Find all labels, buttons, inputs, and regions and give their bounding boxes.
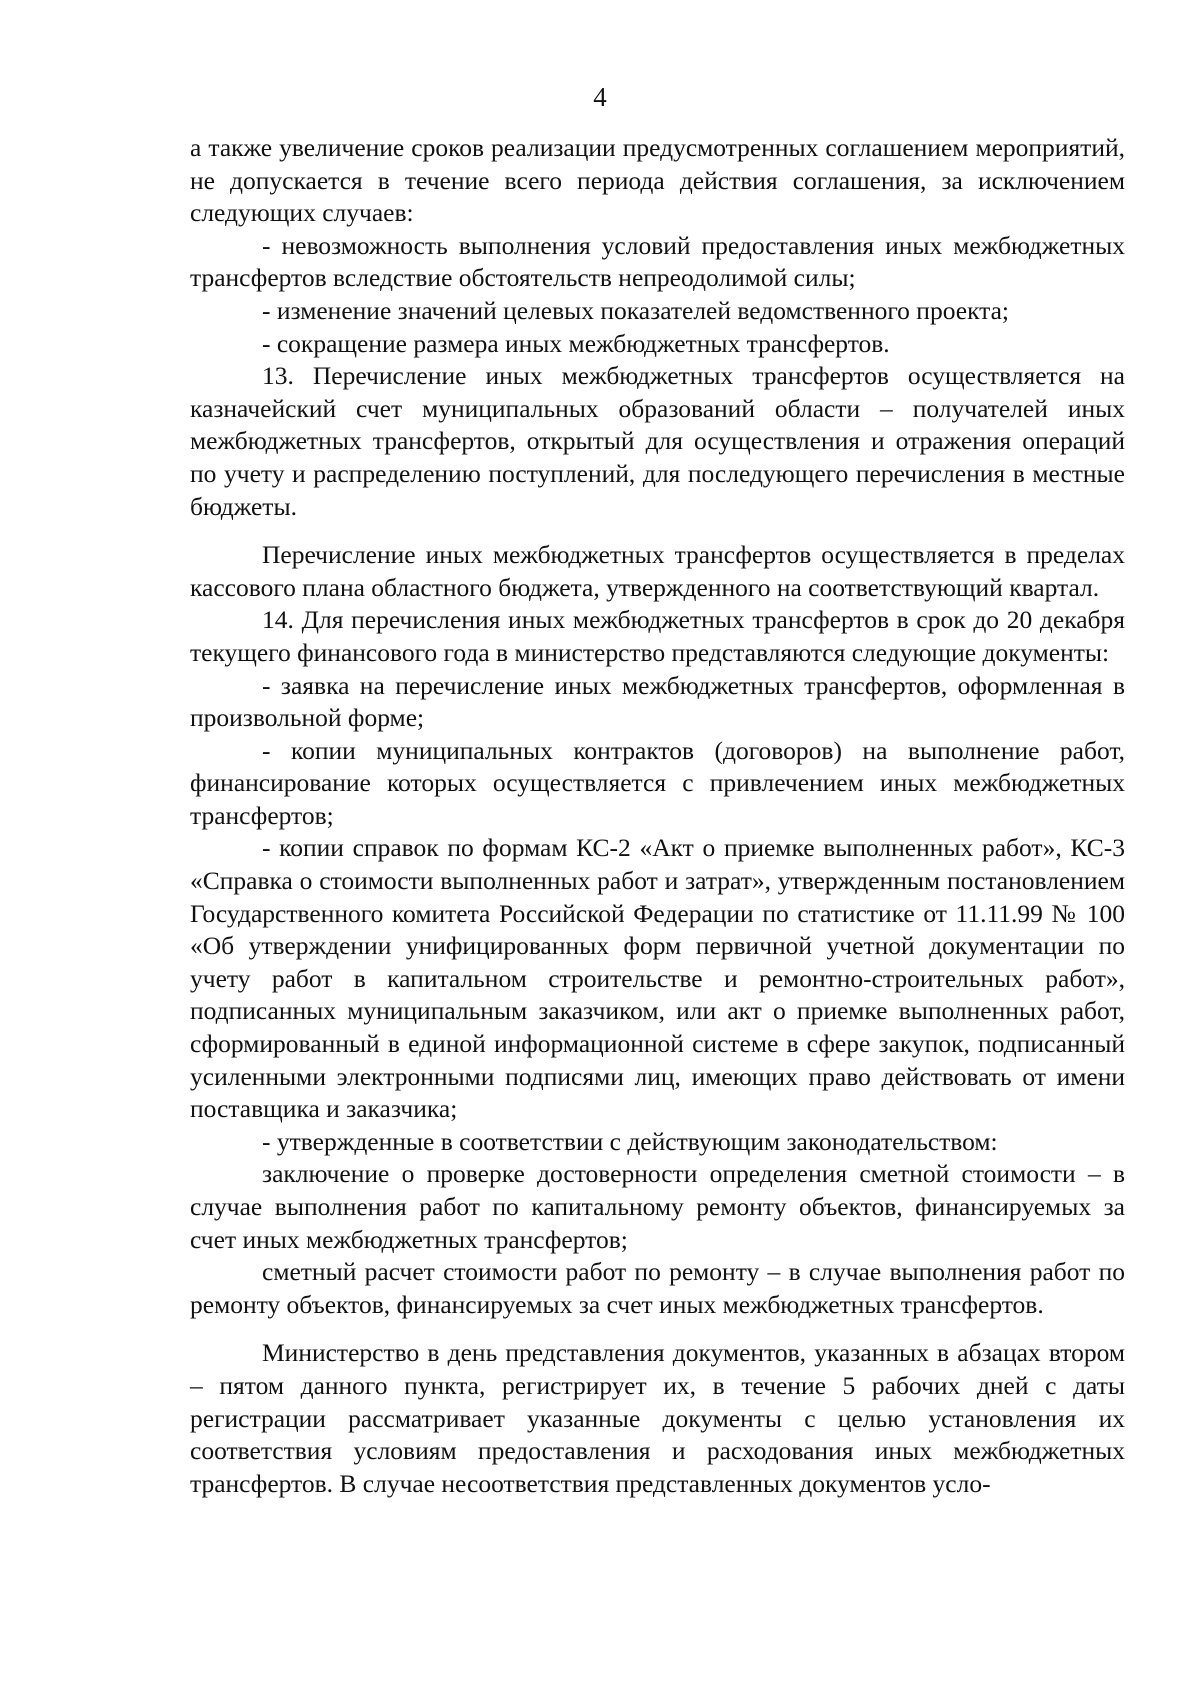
paragraph: - изменение значений целевых показателей ведомственного проекта; [262, 295, 1009, 325]
paragraph: 14. Для перечисления иных межбюджетных трансфертов в срок до 20 декабря текущего финансового года в министерство представляются следующие документы: [190, 605, 1125, 667]
page-number: 4 [593, 82, 607, 112]
paragraph: - копии справок по формам КС-2 «Акт о приемке выполненных работ», КС-3 «Справка о стоимости выполненных работ и затрат», утвержденным постановлением Государственного комитета Российской Федерации по статистике от 11.11.99 № 100 «Об утверждении унифицированных форм первичной учетной документации по учету работ в капитальном строительстве и ремонтно-строительных работ», подписанных муниципальным заказчиком, или акт о приемке выполненных работ, сформированный в единой информационной системе в сфере закупок, подписанный усиленными электронными подписями лиц, имеющих право действовать от имени поставщика и заказчика; [190, 833, 1125, 1124]
paragraph: - утвержденные в соответствии с действующим законодательством: [262, 1126, 998, 1156]
paragraph: Министерство в день представления документов, указанных в абзацах втором – пятом данного пункта, регистрирует их, в течение 5 рабочих дней с даты регистрации рассматривает указанные документы с целью установления их соответствия условиям предоставления и расходования иных межбюджетных трансфертов. В случае несоответствия представленных документов усло- [190, 1338, 1125, 1498]
paragraph: Перечисление иных межбюджетных трансфертов осуществляется в пределах кассового плана областного бюджета, утвержденного на соответствующий квартал. [190, 540, 1125, 602]
paragraph: - сокращение размера иных межбюджетных трансфертов. [262, 328, 890, 358]
paragraph: заключение о проверке достоверности определения сметной стоимости – в случае выполнения работ по капитальному ремонту объектов, финансируемых за счет иных межбюджетных трансфертов; [190, 1159, 1125, 1254]
paragraph: 13. Перечисление иных межбюджетных трансфертов осуществляется на казначейский счет муниципальных образований области – получателей иных межбюджетных трансфертов, открытый для осуществления и отражения операций по учету и распределению поступлений, для последующего перечисления в местные бюджеты. [190, 361, 1125, 521]
paragraph: - невозможность выполнения условий предоставления иных межбюджетных трансфертов вследствие обстоятельств непреодолимой силы; [190, 230, 1125, 293]
document-body [190, 132, 1125, 1500]
paragraph: сметный расчет стоимости работ по ремонту – в случае выполнения работ по ремонту объектов, финансируемых за счет иных межбюджетных трансфертов. [190, 1257, 1125, 1319]
paragraph: - копии муниципальных контрактов (договоров) на выполнение работ, финансирование которых осуществляется с привлечением иных межбюджетных трансфертов; [190, 735, 1125, 830]
paragraph: а также увеличение сроков реализации предусмотренных соглашением мероприятий, не допускается в течение всего периода действия соглашения, за исключением следующих случаев: [190, 133, 1125, 228]
paragraph: - заявка на перечисление иных межбюджетных трансфертов, оформленная в произвольной форме; [190, 670, 1125, 733]
